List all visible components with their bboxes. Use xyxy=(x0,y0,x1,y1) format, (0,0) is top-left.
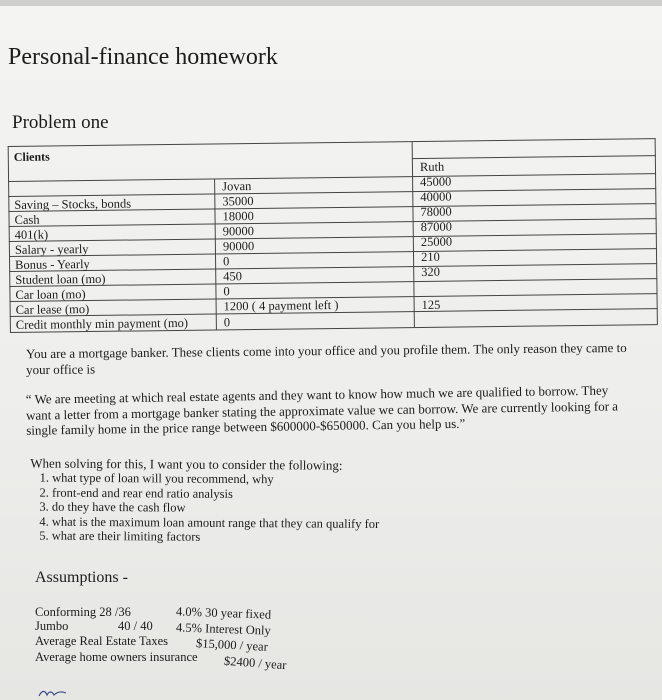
row-label: Bonus - Yearly xyxy=(15,257,90,272)
row-label: Car lease (mo) xyxy=(15,302,90,317)
assumption-value: 4.5% Interest Only xyxy=(175,620,271,638)
row-label: Cash xyxy=(14,212,40,227)
ruth-value: 45000 xyxy=(420,174,452,189)
assumption-value: $15,000 / year xyxy=(195,636,269,654)
table-rule xyxy=(9,263,657,272)
jovan-value: 1200 ( 4 payment left ) xyxy=(223,297,339,314)
table-rule xyxy=(8,173,656,182)
table-rule xyxy=(9,248,657,257)
jovan-value: 450 xyxy=(223,269,243,284)
assumption-label: Average home owners insurance xyxy=(35,650,198,664)
jovan-value: 90000 xyxy=(222,239,255,254)
table-right-border xyxy=(655,138,658,324)
table-rule xyxy=(9,218,657,227)
instruction-item: 3. do they have the cash flow xyxy=(52,500,450,517)
table-left-border xyxy=(8,146,11,332)
jovan-value: 0 xyxy=(222,254,230,269)
row-label: Student loan (mo) xyxy=(15,271,106,287)
row-label: Credit monthly min payment (mo) xyxy=(15,315,189,332)
clients-label: Clients xyxy=(13,149,50,164)
table-rule xyxy=(412,155,656,159)
assumption-label: Jumbo xyxy=(35,619,69,633)
instruction-item: 2. front-end and rear end ratio analysis xyxy=(52,485,450,502)
instructions-heading: When solving for this, I want you to consider the following: xyxy=(30,455,343,473)
table-rule xyxy=(8,188,656,197)
table-top-border xyxy=(8,138,656,147)
problem-heading: Problem one xyxy=(12,112,109,133)
row-label: Saving – Stocks, bonds xyxy=(14,196,132,212)
page-title: Personal-finance homework xyxy=(8,44,278,70)
ruth-value: 210 xyxy=(420,249,440,264)
pencil-scribble-icon xyxy=(38,688,68,698)
ruth-value: 40000 xyxy=(420,189,452,204)
jovan-value: 90000 xyxy=(222,224,255,239)
assumptions-heading: Assumptions - xyxy=(35,569,128,586)
table-col-divider xyxy=(412,141,415,327)
intro-paragraph: You are a mortgage banker. These clients come into your office and you profile them. The only reason they came to your office is xyxy=(25,339,627,377)
table-rule xyxy=(9,233,657,242)
row-label: 401(k) xyxy=(14,227,49,242)
instruction-item: 1. what type of loan will you recommend, why xyxy=(52,471,450,488)
jovan-value: 0 xyxy=(223,315,231,330)
assumption-value: $2400 / year xyxy=(223,653,287,673)
ruth-value: 320 xyxy=(421,264,441,279)
jovan-value: 35000 xyxy=(222,194,254,209)
instruction-item: 5. what are their limiting factors xyxy=(52,529,450,546)
instructions-list xyxy=(30,471,450,547)
instructions-block xyxy=(30,456,451,547)
ruth-value: 78000 xyxy=(420,204,452,219)
client-name-jovan: Jovan xyxy=(222,179,252,194)
assumption-ratio: 40 / 40 xyxy=(118,619,153,633)
jovan-value: 0 xyxy=(223,284,230,299)
assumption-value: 4.0% 30 year fixed xyxy=(175,604,272,622)
clients-table xyxy=(8,138,658,338)
row-label: Salary - yearly xyxy=(14,242,89,257)
ruth-value: 125 xyxy=(421,297,441,312)
client-name-ruth: Ruth xyxy=(419,159,445,174)
assumption-label: Average Real Estate Taxes xyxy=(35,634,168,648)
ruth-value: 25000 xyxy=(420,234,453,249)
ruth-value: 87000 xyxy=(420,219,453,234)
jovan-value: 18000 xyxy=(222,209,254,224)
row-label: Car loan (mo) xyxy=(15,287,86,302)
page-top-edge xyxy=(0,0,662,6)
assumption-label: Conforming 28 /36 xyxy=(35,605,131,619)
client-quote: “ We are meeting at which real estate agents and they want to know how much we are qualified to borrow. They want a letter from a mortgage banker stating the approximate value we can borrow. We are currently looking for a single family home in the price range between $600000-$650000. Can you help us.” xyxy=(25,382,619,438)
table-rule xyxy=(9,278,657,287)
instruction-item: 4. what is the maximum loan amount range that they can qualify for xyxy=(52,514,450,531)
